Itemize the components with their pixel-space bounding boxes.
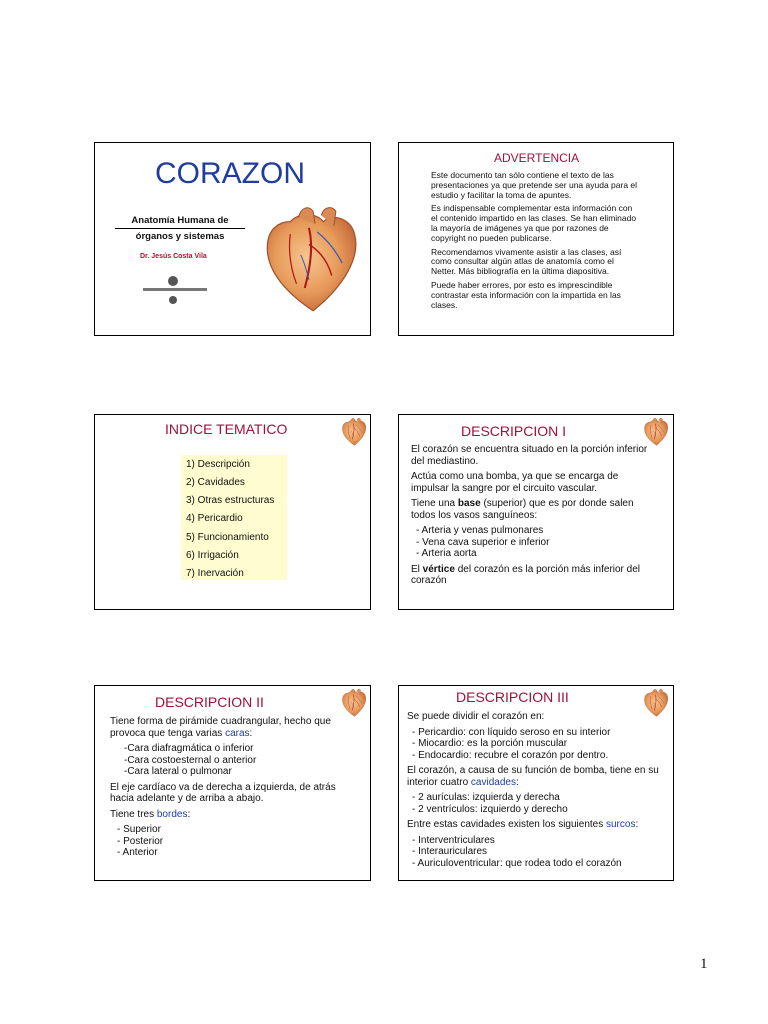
slide4-title: DESCRIPCION I (461, 423, 567, 439)
slide-indice (94, 414, 371, 610)
grooves-list (407, 835, 667, 870)
list-item: - Arteria aorta (416, 548, 477, 559)
paragraph (407, 765, 667, 788)
heart-icon (339, 417, 369, 447)
text: El (411, 563, 423, 575)
text: El corazón, a causa de su función de bomba, tiene en su interior cuatro (407, 765, 659, 788)
list-item: -Cara lateral o pulmonar (124, 766, 232, 777)
university-logo (139, 275, 211, 305)
slide-title (94, 142, 371, 336)
slide5-title: DESCRIPCION II (155, 694, 264, 710)
layers-list (407, 727, 667, 762)
list-item: - Arteria y venas pulmonares (416, 525, 544, 536)
slide6-title: DESCRIPCION III (456, 689, 569, 705)
text: : (187, 808, 191, 820)
advertencia-paragraph: Puede haber errores, por esto es imprescindible contrastar esta información con la impartida en las clases. (431, 279, 621, 310)
list-item: - 2 ventrículos: izquierdo y derecho (412, 803, 568, 815)
list-item: - Endocardio: recubre el corazón por dentro. (412, 749, 609, 761)
list-item: - Superior (117, 824, 161, 835)
index-item: 7) Inervación (186, 568, 244, 579)
paragraph: Actúa como una bomba, ya que se encarga de impulsar la sangre por el circuito vascular. (411, 471, 619, 494)
slide-descripcion-3 (398, 685, 674, 881)
list-item: - Anterior (117, 847, 158, 858)
text: del corazón es la porción más inferior del corazón (411, 563, 641, 586)
cavities-list (407, 792, 667, 815)
author: Dr. Jesús Costa Vila (140, 253, 207, 260)
caras-list (110, 743, 360, 778)
slide-descripcion-1 (398, 414, 674, 610)
list-item: - Miocardio: es la porción muscular (412, 738, 568, 749)
paragraph (411, 498, 651, 521)
text: : (515, 776, 519, 788)
vessel-list (411, 525, 651, 560)
advertencia-paragraph: Es indispensable complementar esta información con el contenido impartido en las clases. Se han eliminado la mayoría de imágenes ya que por razones de copyright no pueden publicarse. (431, 203, 637, 243)
bold-term: base (457, 498, 481, 509)
heart-icon (339, 688, 369, 718)
text: Tiene una (411, 498, 458, 509)
text: Tiene tres (110, 808, 157, 820)
subtitle-line2: órganos y sistemas (135, 231, 225, 242)
list-item: -Cara diafragmática o inferior (124, 743, 254, 754)
list-item: - Interventriculares (412, 834, 495, 846)
heart-illustration (255, 203, 367, 317)
paragraph (110, 809, 360, 821)
text: : (249, 727, 253, 739)
slide-advertencia (398, 142, 674, 336)
advertencia-paragraph: Recomendamos vivamente asistir a las clases, así como consultar algún atlas de anatomía como el Netter. Más bibliografía en la última diapositiva. (431, 246, 622, 277)
slide2-title: ADVERTENCIA (494, 151, 580, 165)
index-item: 1) Descripción (186, 459, 250, 470)
index-list (181, 455, 287, 580)
slide-descripcion-2 (94, 685, 371, 881)
index-item: 5) Funcionamiento (186, 532, 269, 543)
paragraph (407, 819, 667, 831)
list-item: - 2 aurículas: izquierda y derecha (412, 792, 560, 803)
bold-term: vértice (422, 563, 455, 575)
highlight-term: surcos (606, 819, 636, 830)
highlight-term: cavidades (470, 776, 516, 788)
slide3-title: INDICE TEMATICO (165, 421, 288, 437)
index-item: 3) Otras estructuras (186, 495, 275, 506)
highlight-term: bordes (156, 808, 188, 820)
list-item: - Pericardio: con líquido seroso en su interior (412, 726, 611, 738)
index-item: 6) Irrigación (186, 550, 239, 561)
paragraph (411, 564, 651, 587)
text: Entre estas cavidades existen los siguientes (407, 819, 606, 830)
text: Tiene forma de pirámide cuadrangular, hecho que provoca que tenga varias (110, 716, 331, 739)
slide2-body (431, 171, 641, 310)
heart-icon (641, 417, 671, 447)
list-item: - Posterior (117, 835, 164, 847)
slide6-body (407, 711, 667, 869)
highlight-term: caras (225, 727, 250, 739)
index-item: 4) Pericardio (186, 513, 243, 524)
slide1-subtitle (115, 214, 245, 243)
paragraph: Se puede dividir el corazón en: (407, 711, 545, 722)
bordes-list (110, 824, 360, 859)
slide1-title: CORAZON (155, 157, 305, 190)
paragraph: El eje cardíaco va de derecha a izquierda, de atrás hacia adelante y de arriba a abajo. (110, 781, 336, 804)
list-item: -Cara costoesternal o anterior (124, 754, 257, 766)
list-item: - Vena cava superior e inferior (416, 536, 550, 548)
text: (superior) que es por donde salen todos los vasos sanguíneos: (411, 498, 634, 521)
subtitle-line1: Anatomía Humana de (115, 214, 245, 229)
slide5-body (110, 716, 360, 859)
slide4-body (411, 444, 651, 587)
index-item: 2) Cavidades (186, 477, 245, 488)
list-item: - Interauriculares (412, 846, 488, 857)
paragraph: El corazón se encuentra situado en la porción inferior del mediastino. (411, 444, 648, 467)
paragraph (110, 716, 360, 739)
list-item: - Auriculoventricular: que rodea todo el corazón (412, 857, 622, 869)
page-number: 1 (700, 956, 708, 972)
advertencia-paragraph: Este documento tan sólo contiene el texto de las presentaciones ya que pretende ser una ayuda para el estudio y facilitar la toma de apuntes. (431, 170, 638, 200)
text: : (635, 819, 639, 830)
